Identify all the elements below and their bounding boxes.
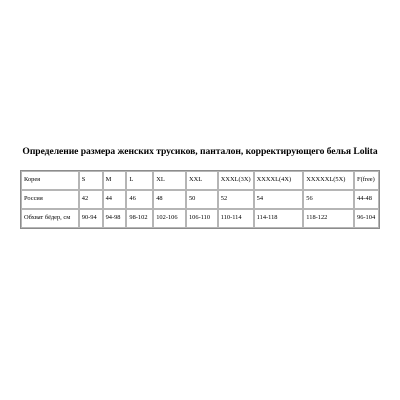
table-cell: 44 (103, 190, 127, 209)
table-cell: XXXL(3X) (218, 171, 254, 190)
table-cell: 118-122 (303, 209, 354, 228)
table-cell: M (103, 171, 127, 190)
table-cell: 96-104 (354, 209, 379, 228)
table-cell: 56 (303, 190, 354, 209)
table-cell: 94-98 (103, 209, 127, 228)
table-cell: 50 (186, 190, 218, 209)
table-cell: L (126, 171, 153, 190)
table-cell: F(free) (354, 171, 379, 190)
table-cell: XXL (186, 171, 218, 190)
table-cell: XXXXXL(5X) (303, 171, 354, 190)
table-cell: 90-94 (79, 209, 103, 228)
table-cell: XL (153, 171, 186, 190)
table-row-korea (21, 171, 379, 190)
table-cell: S (79, 171, 103, 190)
table-cell: 54 (254, 190, 304, 209)
row-label-korea: Корея (21, 171, 79, 190)
table-row-hip-girth (21, 209, 379, 228)
table-cell: XXXXL(4X) (254, 171, 304, 190)
size-table (20, 170, 380, 229)
table-cell: 42 (79, 190, 103, 209)
table-cell: 52 (218, 190, 254, 209)
table-cell: 102-106 (153, 209, 186, 228)
table-cell: 98-102 (126, 209, 153, 228)
table-row-russia (21, 190, 379, 209)
row-label-hip-girth: Обхват бёдер, см (21, 209, 79, 228)
page-title: Определение размера женских трусиков, панталон, корректирующего белья Lolita (22, 146, 378, 157)
table-cell: 48 (153, 190, 186, 209)
table-cell: 44-48 (354, 190, 379, 209)
table-cell: 106-110 (186, 209, 218, 228)
table-cell: 114-118 (254, 209, 304, 228)
row-label-russia: Россия (21, 190, 79, 209)
table-cell: 110-114 (218, 209, 254, 228)
table-cell: 46 (126, 190, 153, 209)
